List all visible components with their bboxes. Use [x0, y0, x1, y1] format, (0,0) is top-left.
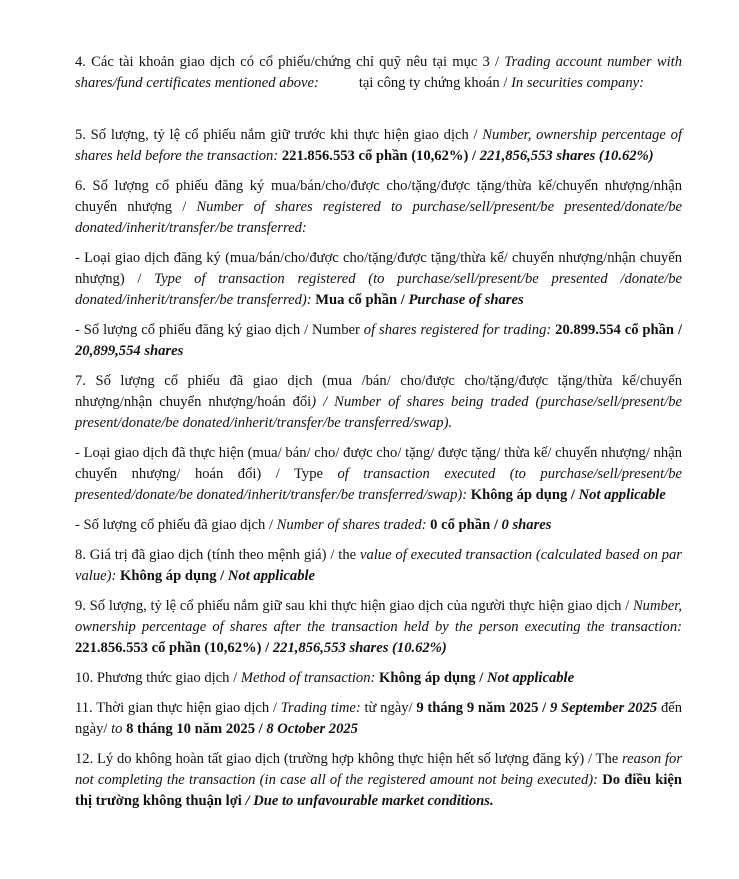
text-run: Method of transaction: [240, 670, 380, 686]
text-run: 0 cổ phần / [430, 517, 502, 533]
item-6-number-registered-for-trading [75, 320, 682, 362]
text-run: 12. Lý do không hoàn tất giao dịch (trường hợp không thực hiện hết số lượng đăng ký) / The [75, 751, 623, 767]
item-7-shares-traded [75, 371, 682, 434]
text-run: - Loại giao dịch đăng ký (mua/bán/cho/được cho/tặng/được tặng/thừa kế/ chuyển nhượng/nhận chuyển nhượng) / [75, 250, 682, 287]
text-run: 0 shares [501, 517, 552, 533]
text-run: - Loại giao dịch đã thực hiện (mua/ bán/ cho/ được cho/ tặng/ được tặng/ thừa kế/ chuyển nhượng/ nhận chuyển nhượng/ hoán đổi) / Type [75, 445, 682, 482]
text-run: 221,856,553 shares (10.62%) [479, 148, 654, 164]
text-run: Number, ownership percentage of shares held before the transaction: [75, 127, 682, 164]
text-run: Purchase of shares [408, 292, 524, 308]
text-run: ) / Number of shares being traded (purchase/sell/present/be present/donate/be donated/inherit/transfer/be transferred/swap). [75, 394, 682, 431]
text-run: 9. Số lượng, tỷ lệ cổ phiếu nắm giữ sau khi thực hiện giao dịch của người thực hiện giao dịch / [75, 598, 633, 614]
text-run: Không áp dụng / [470, 487, 579, 503]
text-run: Không áp dụng / [379, 670, 487, 686]
text-run: 20,899,554 shares [75, 343, 184, 359]
item-6-shares-registered [75, 176, 682, 239]
text-run: 9 September 2025 [549, 700, 661, 716]
text-run: 221.856.553 cổ phần (10,62%) / [75, 640, 273, 656]
text-run: Mua cổ phần / [315, 292, 409, 308]
text-run: 8. Giá trị đã giao dịch (tính theo mệnh giá) / the [75, 547, 360, 563]
text-run: Trading time: [280, 700, 365, 716]
text-run: of transaction executed (to purchase/sell/present/be presented/donate/be donated/inherit/transfer/be transferred/swap): [75, 466, 682, 503]
text-run: Not applicable [578, 487, 666, 503]
text-run: 6. Số lượng cổ phiếu đăng ký mua/bán/cho/được cho/tặng/được tặng/thừa kế/chuyển nhượng/nhận chuyển nhượng / [75, 178, 682, 215]
text-run: 10. Phương thức giao dịch / [75, 670, 241, 686]
item-12-reason-not-completing [75, 749, 682, 812]
text-run: 8 October 2025 [266, 721, 358, 737]
text-run: 221,856,553 shares (10.62%) [272, 640, 447, 656]
text-run: Not applicable [227, 568, 316, 584]
item-7-type-of-transaction-executed [75, 443, 682, 506]
text-run: - Số lượng cổ phiếu đã giao dịch / [75, 517, 277, 533]
text-run: từ ngày/ [364, 700, 417, 716]
text-run: reason for not completing the transaction (in case all of the registered amount not being executed): [75, 751, 682, 788]
text-run: 4. Các tài khoản giao dịch có cổ phiếu/chứng chỉ quỹ nêu tại mục 3 / [75, 54, 505, 70]
item-5-shares-held-before [75, 125, 682, 167]
text-run: 221.856.553 cổ phần (10,62%) / [281, 148, 480, 164]
item-8-value-of-transaction [75, 545, 682, 587]
text-run: Not applicable [486, 670, 575, 686]
text-run: 20.899.554 cổ phần / [555, 322, 683, 338]
item-11-trading-time [75, 698, 682, 740]
text-run: đến ngày/ [75, 700, 683, 737]
text-run: Number, ownership percentage of shares after the transaction held by the person executing the transaction: [75, 598, 682, 635]
text-run: 7. Số lượng cổ phiếu đã giao dịch (mua /bán/ cho/được cho/tặng/được tặng/thừa kế/chuyển nhượng/nhận chuyển nhượng/hoán đổi [75, 373, 682, 410]
text-run: In securities company: [511, 75, 644, 91]
item-6-type-of-transaction-registered [75, 248, 682, 311]
text-run: 8 tháng 10 năm 2025 / [126, 721, 267, 737]
item-9-shares-held-after [75, 596, 682, 659]
text-run: to [111, 721, 127, 737]
document-body [75, 52, 682, 812]
text-run: 9 tháng 9 năm 2025 / [416, 700, 550, 716]
text-run: Không áp dụng / [119, 568, 228, 584]
text-run: 5. Số lượng, tỷ lệ cổ phiếu nắm giữ trước khi thực hiện giao dịch / [75, 127, 483, 143]
text-run: Do điều kiện thị trường không thuận lợi [75, 772, 682, 809]
text-run: Number of shares registered to purchase/sell/present/be presented/donate/be donated/inherit/transfer/be transferred: [75, 199, 682, 236]
text-run: value of executed transaction (calculated based on par value): [75, 547, 682, 584]
text-run: tại công ty chứng khoán / [358, 75, 512, 91]
text-run: of shares registered for trading: [363, 322, 556, 338]
text-run: Type of transaction registered (to purchase/sell/present/be presented /donate/be donated/inherit/transfer/be transferred): [75, 271, 682, 308]
text-run: Trading account number with shares/fund certificates mentioned above: [75, 54, 682, 91]
item-4-trading-accounts [75, 52, 682, 94]
text-run: Number of shares traded: [276, 517, 431, 533]
text-run: - Số lượng cổ phiếu đăng ký giao dịch / Number [75, 322, 364, 338]
text-run: 11. Thời gian thực hiện giao dịch / [75, 700, 281, 716]
text-run: / Due to unfavourable market conditions. [245, 793, 494, 809]
item-7-number-of-shares-traded [75, 515, 682, 536]
item-10-method-of-transaction [75, 668, 682, 689]
